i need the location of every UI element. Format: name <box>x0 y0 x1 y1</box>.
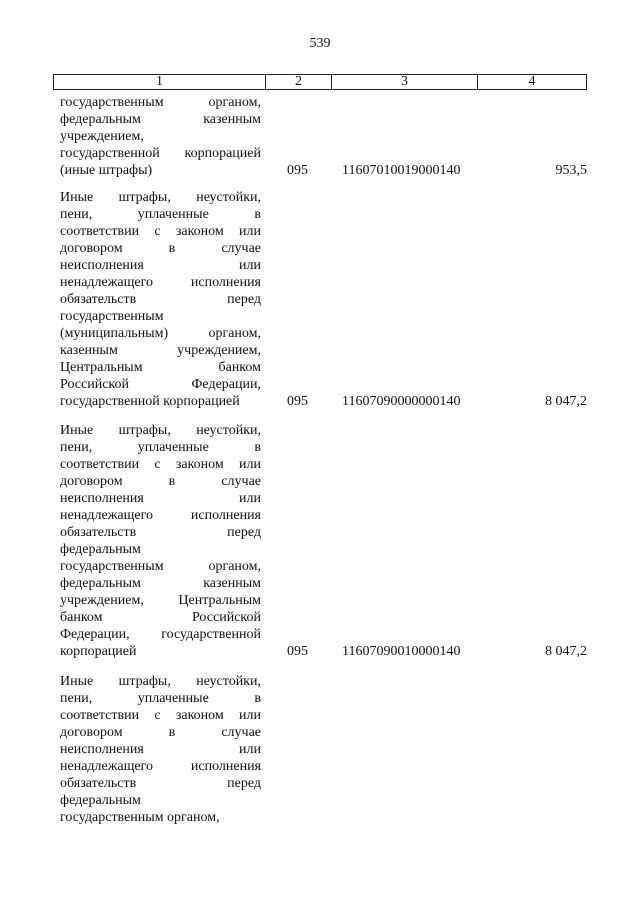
header-col-4: 4 <box>528 74 536 89</box>
row-amount: 953,5 <box>555 163 587 178</box>
description-line: (иные штрафы) <box>60 163 153 178</box>
description-line: банком Российской <box>60 610 261 625</box>
table-row <box>60 422 587 660</box>
description-line: обязательств перед <box>60 776 261 791</box>
description-line: федеральным <box>60 793 141 808</box>
description-line: пени, уплаченные в <box>60 207 261 222</box>
header-col-3: 3 <box>332 75 478 89</box>
description-line: казенным учреждением, <box>60 343 261 358</box>
description-line: учреждением, <box>60 129 144 144</box>
description-line: государственной корпорацией <box>60 394 240 409</box>
description-line: ненадлежащего исполнения <box>60 759 261 774</box>
row-kbk: 11607010019000140 <box>342 163 461 178</box>
description-line: ненадлежащего исполнения <box>60 508 261 523</box>
row-kbk: 11607090010000140 <box>342 644 461 659</box>
description-line: пени, уплаченные в <box>60 440 261 455</box>
description-line: Иные штрафы, неустойки, <box>60 674 261 689</box>
description-line: государственным органом, <box>60 95 261 110</box>
description-line: соответствии с законом или <box>60 457 261 472</box>
description-line: (муниципальным) органом, <box>60 326 261 341</box>
row-description <box>60 673 261 826</box>
description-line: договором в случае <box>60 241 261 256</box>
description-line: федеральным казенным <box>60 576 261 591</box>
description-line: договором в случае <box>60 725 261 740</box>
row-code: 095 <box>287 644 308 659</box>
description-line: государственным <box>60 309 164 324</box>
description-line: государственным органом, <box>60 559 261 574</box>
description-line: корпорацией <box>60 644 137 659</box>
row-amount: 8 047,2 <box>545 644 587 659</box>
description-line: учреждением, Центральным <box>60 593 261 608</box>
description-line: обязательств перед <box>60 525 261 540</box>
table-row <box>60 189 587 410</box>
description-line: неисполнения или <box>60 258 261 273</box>
row-description <box>60 189 261 410</box>
table-row <box>60 94 587 179</box>
description-line: неисполнения или <box>60 491 261 506</box>
header-col-2: 2 <box>266 75 332 89</box>
table-header <box>53 74 587 90</box>
description-line: обязательств перед <box>60 292 261 307</box>
description-line: Иные штрафы, неустойки, <box>60 423 261 438</box>
row-code: 095 <box>287 394 308 409</box>
description-line: федеральным <box>60 542 141 557</box>
description-line: ненадлежащего исполнения <box>60 275 261 290</box>
row-code: 095 <box>287 163 308 178</box>
description-line: договором в случае <box>60 474 261 489</box>
description-line: неисполнения или <box>60 742 261 757</box>
row-kbk: 11607090000000140 <box>342 394 461 409</box>
row-description <box>60 422 261 660</box>
row-description <box>60 94 261 179</box>
table-row <box>60 673 587 826</box>
description-line: Российской Федерации, <box>60 377 261 392</box>
description-line: Иные штрафы, неустойки, <box>60 190 261 205</box>
description-line: федеральным казенным <box>60 112 261 127</box>
description-line: Центральным банком <box>60 360 261 375</box>
description-line: государственным органом, <box>60 810 220 825</box>
row-amount: 8 047,2 <box>545 394 587 409</box>
description-line: соответствии с законом или <box>60 708 261 723</box>
page-number: 539 <box>309 36 331 51</box>
description-line: пени, уплаченные в <box>60 691 261 706</box>
description-line: соответствии с законом или <box>60 224 261 239</box>
description-line: государственной корпорацией <box>60 146 261 161</box>
description-line: Федерации, государственной <box>60 627 261 642</box>
header-col-1: 1 <box>54 75 266 89</box>
